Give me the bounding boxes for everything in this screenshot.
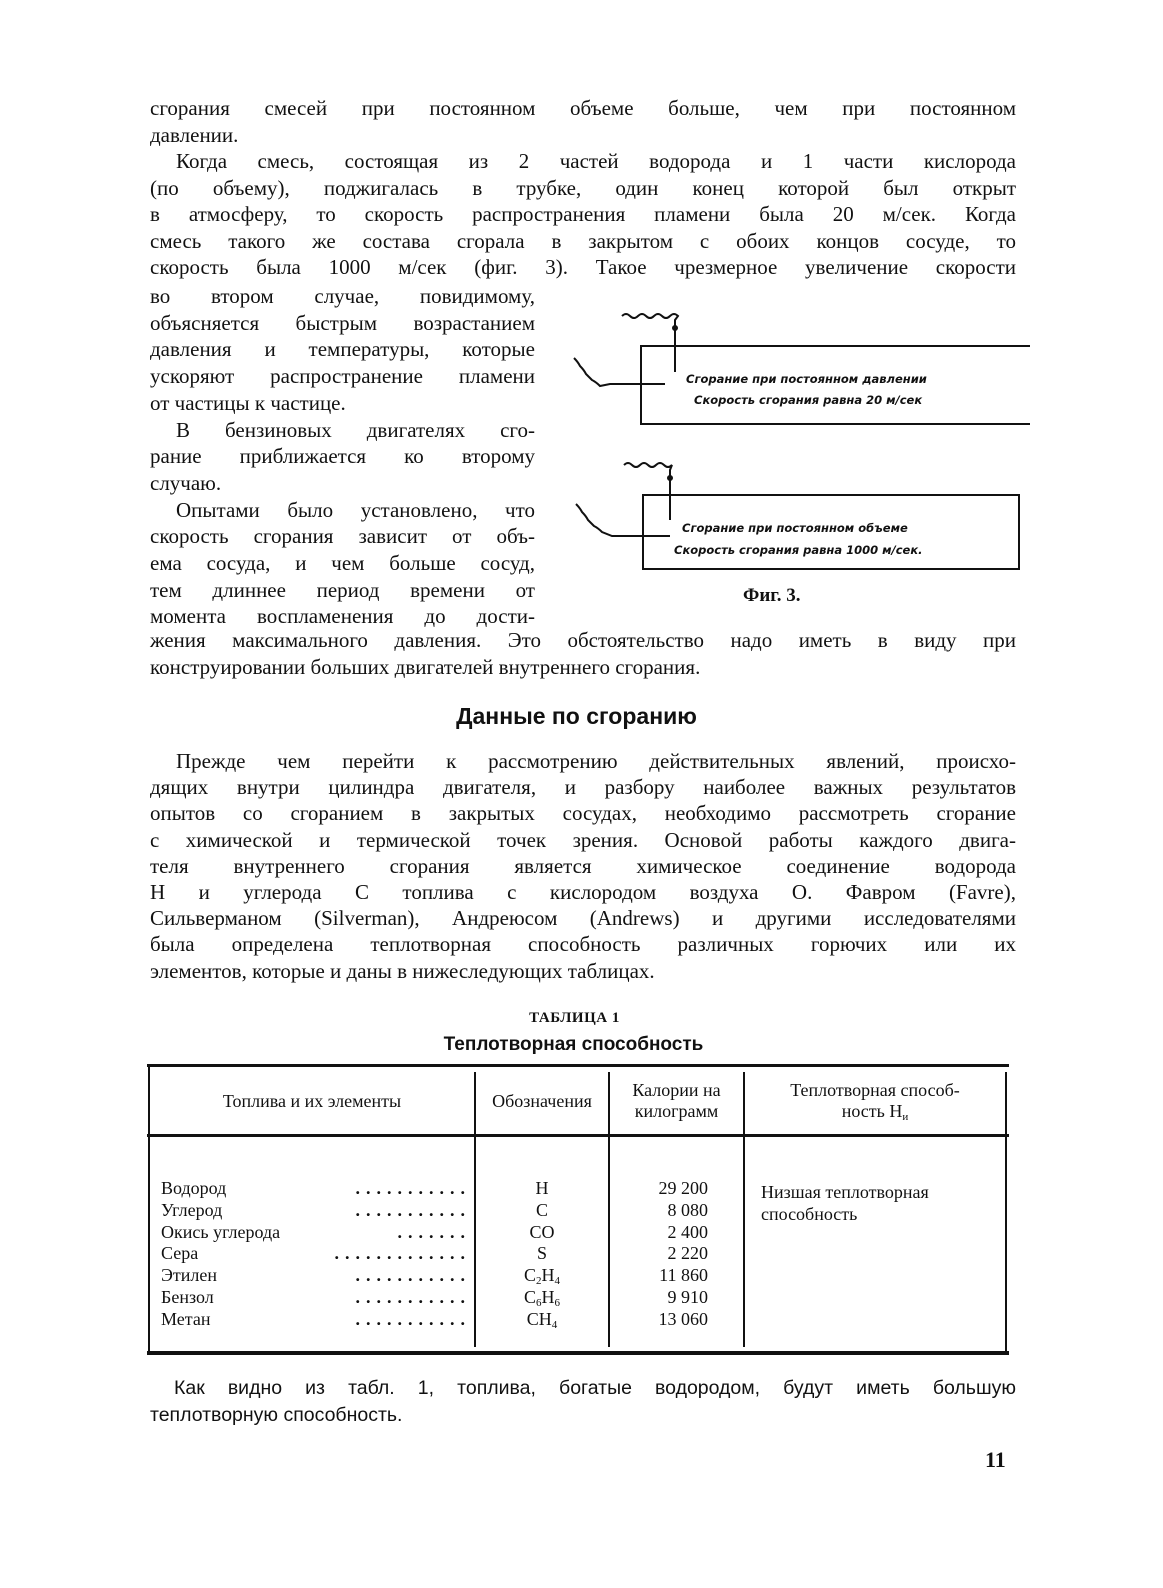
- header-heat-subscript: и: [902, 1111, 909, 1123]
- leader-dots: ...........: [355, 1178, 471, 1198]
- formula-part: H: [535, 1178, 549, 1198]
- header-calories-line: Калории на: [632, 1080, 721, 1100]
- text-line: теля внутреннего сгорания является химическое соединение водорода: [150, 853, 1016, 878]
- text-line: была определена теплотворная способность различных горючих или их: [150, 932, 1016, 957]
- text-line: смесь такого же состава сгорала в закрытом с обоих концов сосуде, то: [150, 228, 1016, 253]
- fuel-name: Окись углерода: [161, 1221, 281, 1242]
- text-line: Прежде чем перейти к рассмотрению действительных явлений, происхо-: [176, 749, 1016, 773]
- top-text-block: [150, 95, 1016, 281]
- table-border-right: [1005, 1072, 1007, 1352]
- formula-part: C: [523, 1287, 536, 1307]
- formula-part: 2: [536, 1275, 542, 1288]
- text-line: скорость сгорания зависит от объ-: [150, 524, 535, 549]
- text-line: конструировании больших двигателей внутреннего сгорания.: [150, 654, 701, 679]
- paragraph-experiments: [150, 497, 535, 631]
- header-heat-line: Теплотворная способ-: [790, 1080, 960, 1100]
- fuel-name: Бензол: [161, 1287, 214, 1307]
- paragraph-continuation: [150, 95, 1016, 148]
- text-line: Н и углерода С топлива с кислородом воздуха О. Фавром (Favre),: [150, 880, 1016, 905]
- figure-drawing: [560, 300, 1030, 620]
- table-bottom-rule: [147, 1351, 1009, 1355]
- section-title: [0, 703, 1163, 730]
- table-row-fuel: [161, 1309, 471, 1331]
- text-line: Когда смесь, состоящая из 2 частей водорода и 1 части кислорода: [176, 149, 1016, 173]
- left-column-text: [150, 283, 535, 630]
- igniter-wire-side: [576, 504, 670, 536]
- leader-dots: ...........: [355, 1287, 471, 1307]
- formula-part: S: [536, 1243, 547, 1264]
- text-line: ема сосуда, и чем больше сосуд,: [150, 551, 535, 576]
- header-heat-value: [745, 1080, 1005, 1128]
- fuel-name: Этилен: [161, 1265, 217, 1286]
- note-line: Низшая теплотворная: [761, 1182, 929, 1202]
- text-line: рание приближается ко второму: [150, 444, 535, 469]
- text-line: объясняется быстрым возрастанием: [150, 310, 535, 335]
- text-line: Опытами было установлено, что: [176, 497, 535, 522]
- table-row-calories: 8 080: [667, 1199, 708, 1220]
- formula-part: 4: [551, 1318, 558, 1331]
- paragraph-combustion-data: [150, 748, 1016, 984]
- heat-value-table: [147, 1064, 1009, 1356]
- formula-part: 6: [554, 1297, 560, 1309]
- text-line: с химической и термической точек зрения. Основой работы каждого двига-: [150, 827, 1016, 852]
- text-line: момента воспламенения до дости-: [150, 604, 535, 629]
- figure-3: [560, 300, 1030, 620]
- text-line: жения максимального давления. Это обстоятельство надо иметь в виду при: [150, 628, 1016, 652]
- igniter-wire-side: [574, 358, 665, 386]
- page-number: 11: [985, 1447, 1006, 1472]
- igniter-wire-top: [622, 314, 678, 372]
- table-label: [0, 1010, 1163, 1027]
- formula-part: 4: [554, 1275, 560, 1288]
- section-title-text: Данные по сгоранию: [456, 703, 697, 729]
- table-row-calories: 2 400: [667, 1221, 708, 1242]
- leader-dots: .......: [397, 1221, 471, 1242]
- figure-label-speed-20: Скорость сгорания равна 20 м/сек: [694, 393, 923, 407]
- text-line: в атмосферу, то скорость распространения пламени была 20 м/сек. Когда: [150, 202, 1016, 226]
- figure-caption: Фиг. 3.: [743, 585, 801, 606]
- table-title-text: Теплотворная способность: [443, 1034, 704, 1055]
- table-row-fuel: [161, 1178, 471, 1200]
- text-line: опытов со сгоранием в закрытых сосудах, необходимо рассмотреть сгорание: [150, 801, 1016, 826]
- figure-label-speed-1000: Скорость сгорания равна 1000 м/сек.: [674, 543, 923, 557]
- table-row-calories: 11 860: [659, 1265, 708, 1286]
- figure-label-constant-volume: Сгорание при постоянном объеме: [682, 521, 908, 535]
- text-line: случаю.: [150, 470, 222, 495]
- text-line: скорость была 1000 м/сек (фиг. 3). Такое чрезмерное увеличение скорости: [150, 255, 1016, 279]
- text-line: во втором случае, повидимому,: [150, 284, 535, 308]
- table-title: [0, 1034, 1163, 1056]
- leader-dots: ...........: [355, 1265, 471, 1286]
- table-row-symbol: [476, 1309, 608, 1337]
- fuel-name: Сера: [161, 1243, 199, 1264]
- text-line: тем длиннее период времени от: [150, 577, 535, 602]
- table-row-calories: 2 220: [667, 1243, 708, 1264]
- fuel-name: Метан: [161, 1308, 211, 1329]
- table-row-calories: 13 060: [658, 1308, 708, 1329]
- paragraph-conclusion: [150, 1375, 1016, 1429]
- paragraph-flame-speed: [150, 148, 1016, 281]
- table-row-calories: 29 200: [658, 1178, 708, 1198]
- note-line: способность: [761, 1204, 858, 1224]
- paragraph-explanation: [150, 283, 535, 417]
- text-line: Как видно из табл. 1, топлива, богатые водородом, будут иметь большую: [174, 1377, 1016, 1399]
- table-row-calories: 9 910: [667, 1287, 708, 1307]
- leader-dots: .............: [334, 1243, 471, 1264]
- text-line: теплотворную способность.: [150, 1404, 403, 1426]
- text-line: Сильверманом (Silverman), Андреюсом (Andrews) и другими исследователями: [150, 906, 1016, 931]
- table-border-left: [148, 1064, 150, 1354]
- paragraph-continuation: [150, 627, 1016, 680]
- formula-part: C: [523, 1265, 536, 1286]
- figure-label-constant-pressure: Сгорание при постоянном давлении: [686, 372, 927, 386]
- formula-part: CH: [526, 1308, 552, 1329]
- table-row-fuel: [161, 1200, 471, 1222]
- fuel-name: Углерод: [161, 1199, 223, 1220]
- table-row-fuel: [161, 1243, 471, 1265]
- header-calories: [610, 1080, 743, 1122]
- text-line: дящих внутри цилиндра двигателя, и разбору наиболее важных результатов: [150, 775, 1016, 800]
- table-row-fuel: [161, 1287, 471, 1309]
- table-row-fuel: [161, 1222, 471, 1244]
- leader-dots: ...........: [355, 1199, 471, 1220]
- text-line: элементов, которые и даны в нижеследующих таблицах.: [150, 958, 655, 983]
- igniter-wire-top: [624, 463, 672, 520]
- formula-part: H: [541, 1287, 555, 1307]
- table-header-rule: [147, 1134, 1009, 1137]
- header-fuel: Топлива и их элементы: [222, 1091, 402, 1111]
- fuel-name: Водород: [161, 1178, 227, 1198]
- text-line: давлении.: [150, 122, 239, 147]
- text-line: сгорания смесей при постоянном объеме больше, чем при постоянном: [150, 96, 1016, 120]
- header-symbol: Обозначения: [492, 1091, 592, 1111]
- after-figure-text: [150, 627, 1016, 680]
- formula-part: C: [535, 1199, 548, 1220]
- formula-part: 6: [536, 1297, 542, 1309]
- header-heat-line: ность H: [841, 1101, 903, 1121]
- leader-dots: ...........: [355, 1308, 471, 1329]
- table-label-text: ТАБЛИЦА 1: [529, 1010, 620, 1026]
- text-line: В бензиновых двигателях сго-: [176, 417, 535, 442]
- formula-part: CO: [529, 1221, 555, 1242]
- table-row-fuel: [161, 1265, 471, 1287]
- header-calories-line: килограмм: [634, 1101, 719, 1121]
- table-top-rule: [147, 1064, 1009, 1067]
- text-line: (по объему), поджигалась в трубке, один конец которой был открыт: [150, 175, 1016, 200]
- formula-part: H: [541, 1265, 555, 1286]
- section-body: [150, 748, 1016, 984]
- closing-text: [150, 1375, 1016, 1429]
- text-line: ускоряют распространение пламени: [150, 364, 535, 389]
- paragraph-gasoline-engines: [150, 417, 535, 497]
- text-line: давления и температуры, которые: [150, 337, 535, 362]
- text-line: от частицы к частице.: [150, 390, 346, 415]
